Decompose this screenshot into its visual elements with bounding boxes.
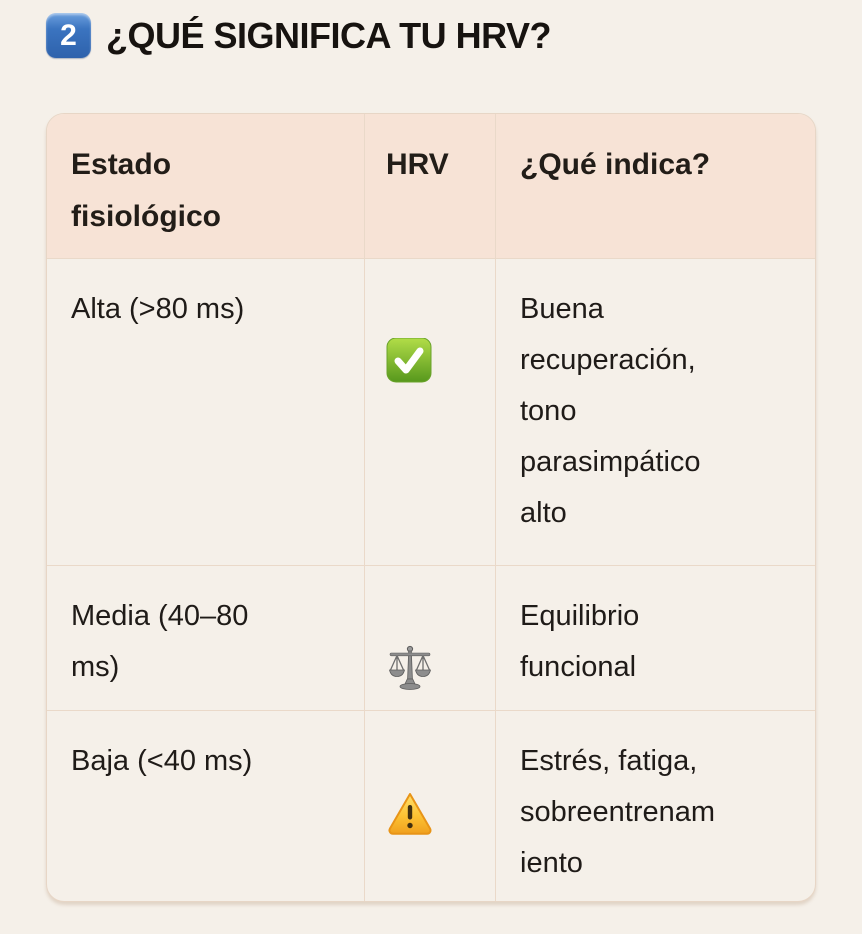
column-header-estado-fisiologico: Estado fisiológico xyxy=(47,114,365,259)
table-cell-indica-baja: Estrés, fatiga, sobreentrenam iento xyxy=(520,745,716,879)
table-cell-estado-alta: Alta (>80 ms) xyxy=(47,259,365,566)
column-header-hrv: HRV xyxy=(365,114,496,259)
column-header-que-indica: ¿Qué indica? xyxy=(496,114,815,259)
table-cell-hrv-media xyxy=(365,566,496,711)
table-cell-indica-media: Equilibrio funcional xyxy=(496,566,815,711)
page-title: ¿QUÉ SIGNIFICA TU HRV? xyxy=(106,14,552,56)
hrv-table xyxy=(46,113,816,902)
balance-scale-icon xyxy=(386,645,434,691)
section-header xyxy=(0,0,862,58)
table-cell-indica-alta: Buena recuperación, tono parasimpático alto xyxy=(496,259,815,566)
table-cell-estado-baja: Baja (<40 ms) xyxy=(47,711,365,901)
number-2-badge-icon: 2 xyxy=(46,13,91,58)
table-cell-estado-media: Media (40–80 ms) xyxy=(47,566,365,711)
warning-icon xyxy=(386,790,434,836)
table-cell-hrv-alta xyxy=(365,259,496,566)
check-icon xyxy=(386,338,434,384)
table-cell-hrv-baja xyxy=(365,711,496,901)
